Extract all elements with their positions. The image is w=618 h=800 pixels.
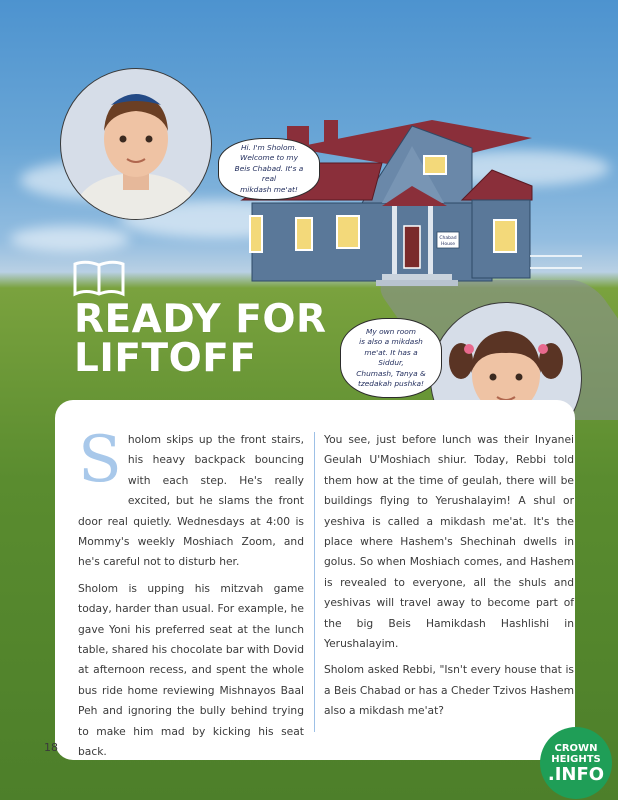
- house-illustration: [232, 108, 588, 298]
- page-number: 18: [44, 741, 58, 754]
- article-paragraph: [78, 423, 304, 573]
- cloud: [10, 226, 130, 252]
- logo-line-2: HEIGHTS: [551, 753, 601, 765]
- page-title: [74, 297, 334, 381]
- paragraph-text: holom skips up the front stairs, his heavy backpack bouncing with each step. He's really excited, but he slams the front door real quietly. Wednesdays at 4:00 is Mommy's weekly Moshiach Zoom, and he's careful not to disturb her.: [78, 433, 304, 569]
- title-line-2: LIFTOFF: [74, 336, 257, 381]
- article-column-1: [78, 423, 304, 769]
- sholom-portrait: [60, 68, 212, 220]
- girl-speech-bubble: My own room is also a mikdash me'at. It has a Siddur, Chumash, Tanya & tzedakah pushka!: [340, 318, 442, 398]
- logo-line-3: .INFO: [547, 763, 605, 785]
- chabad-house-sign: House: [440, 242, 456, 247]
- book-icon: [72, 258, 126, 298]
- article-column-2: [324, 430, 574, 728]
- article-paragraph: You see, just before lunch was their Inyanei Geulah U'Moshiach shiur. Today, Rebbi told them how at the time of geulah, there will be buildings flying to Yerushalayim! A shul or yeshiva is called a mikdash me'at. It's the place where Hashem's Shechinah dwells in golus. So when Moshiach comes, and Hashem is revealed to everyone, all the shuls and yeshivas will travel away to become part of the big Beis Hamikdash Hashlishi in Yerushalayim.: [324, 433, 574, 651]
- sholom-speech-bubble: Hi. I'm Sholom. Welcome to my Beis Chabad. It's a real mikdash me'at!: [218, 138, 320, 200]
- article-paragraph: Sholom is upping his mitzvah game today, harder than usual. For example, he gave Yoni his preferred seat at the lunch table, shared his chocolate bar with Dovid at afternoon recess, and spent the whole bus ride home reviewing Mishnayos Baal Peh and ignoring the bully behind trying to make him mad by kicking his seat back.: [78, 581, 304, 759]
- crownheights-logo: [540, 727, 612, 799]
- article-paragraph: Sholom asked Rebbi, "Isn't every house that is a Beis Chabad or has a Cheder Tzivos Hashem also a mikdash me'at?: [324, 663, 574, 718]
- drop-cap: S: [78, 423, 122, 497]
- title-line-1: READY FOR: [74, 297, 327, 342]
- logo-line-1: CROWN: [554, 742, 598, 754]
- chabad-house-sign: Chabad: [439, 236, 457, 241]
- column-divider: [314, 432, 315, 732]
